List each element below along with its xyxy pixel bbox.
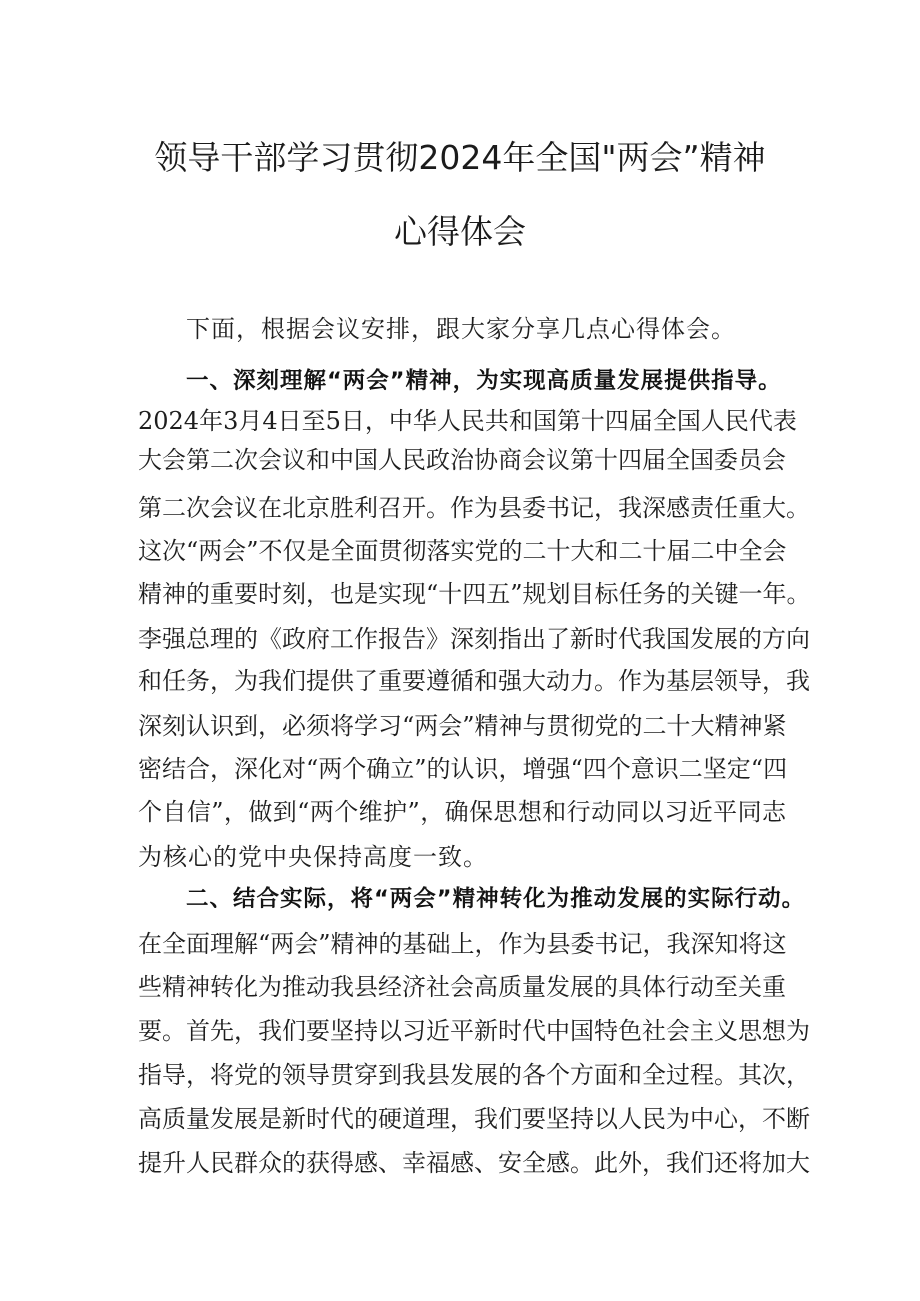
section-2-line: 些精神转化为推动我县经济社会高质量发展的具体行动至关重 [138,973,786,1001]
section-1-line: 密结合，深化对“两个确立”的认识，增强“四个意识二坚定“四 [138,755,788,783]
section-1-line: 精神的重要时刻，也是实现“十四五”规划目标任务的关键一年。 [138,580,811,608]
section-1-line: 深刻认识到，必须将学习“两会”精神与贯彻党的二十大精神紧 [138,712,787,740]
section-1-line: 为核心的党中央保持高度一致。 [138,843,488,871]
section-2-line: 指导，将党的领导贯穿到我县发展的各个方面和全过程。其次， [138,1061,810,1089]
section-2-line: 在全面理解“两会”精神的基础上，作为县委书记，我深知将这 [138,930,787,958]
section-2-line: 高质量发展是新时代的硬道理，我们要坚持以人民为中心，不断 [138,1105,810,1133]
section-2-line: 要。首先，我们要坚持以习近平新时代中国特色社会主义思想为 [138,1017,810,1045]
section-1-line: 这次“两会”不仅是全面贯彻落实党的二十大和二十届二中全会 [138,537,787,565]
intro-paragraph: 下面，根据会议安排，跟大家分享几点心得体会。 [186,315,736,343]
section-1-line: 和任务，为我们提供了重要遵循和强大动力。作为基层领导，我 [138,667,810,695]
document-title-line-1: 领导干部学习贯彻2024年全国"两会”精神 [154,138,766,177]
section-1-line: 李强总理的《政府工作报告》深刻指出了新时代我国发展的方向 [138,625,810,653]
section-1-line: 第二次会议在北京胜利召开。作为县委书记，我深感责任重大。 [138,494,810,522]
section-1-heading: 一、深刻理解“两会”精神，为实现高质量发展提供指导。 [186,368,782,394]
document-title-line-2: 心得体会 [394,212,526,251]
section-2-heading: 二、结合实际，将“两会”精神转化为推动发展的实际行动。 [186,886,806,912]
section-1-line: 大会第二次会议和中国人民政治协商会议第十四届全国委员会 [138,446,786,474]
section-1-line: 2024年3月4日至5日，中华人民共和国第十四届全国人民代表 [138,407,797,435]
section-1-line: 个自信”，做到“两个维护”，确保思想和行动同以习近平同志 [138,798,786,826]
section-2-line: 提升人民群众的获得感、幸福感、安全感。此外，我们还将加大 [138,1149,810,1177]
